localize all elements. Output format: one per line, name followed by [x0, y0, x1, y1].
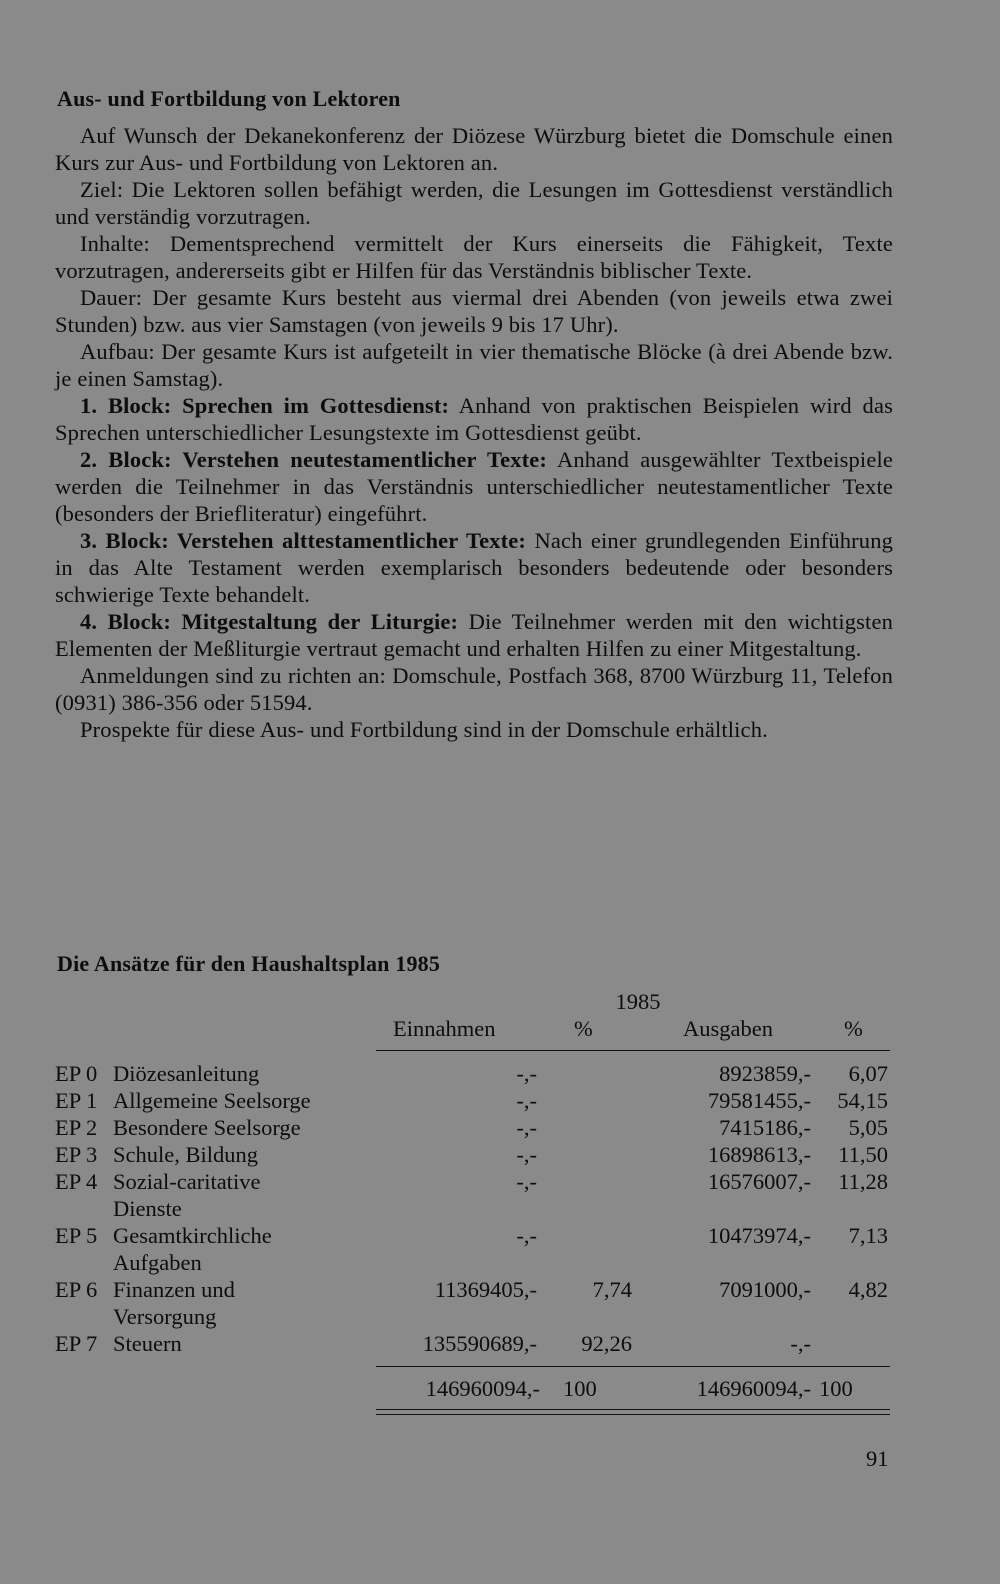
- row-name-line: Dienste: [113, 1196, 182, 1221]
- row-percent-einnahmen: 92,26: [581, 1331, 632, 1356]
- row-ausgaben: 8923859,-: [719, 1061, 811, 1086]
- row-name: [113, 1168, 363, 1222]
- row-code: EP 6: [55, 1277, 98, 1302]
- row-name-line: Diözesanleitung: [113, 1061, 260, 1086]
- row-einnahmen: 11369405,-: [434, 1277, 537, 1302]
- table-header-rule: [376, 1050, 890, 1051]
- row-name-line: Steuern: [113, 1331, 182, 1356]
- row-name-line: Schule, Bildung: [113, 1142, 258, 1167]
- block-paragraph: [55, 446, 893, 527]
- row-code: EP 5: [55, 1223, 98, 1248]
- row-name: [113, 1060, 363, 1087]
- row-ausgaben: 16576007,-: [707, 1169, 811, 1194]
- total-percent-ausgaben: 100: [819, 1376, 853, 1401]
- paragraph: Prospekte für diese Aus- und Fortbildung sind in der Domschule erhältlich.: [80, 717, 768, 742]
- block-label: 4. Block: Mitgestaltung der Liturgie:: [80, 609, 459, 634]
- row-percent-ausgaben: 5,05: [848, 1115, 888, 1140]
- row-name: [113, 1222, 363, 1276]
- row-name: [113, 1087, 363, 1114]
- row-percent-ausgaben: 54,15: [837, 1088, 888, 1113]
- block-text: Anhand von praktischen Beispielen wird das Sprechen unterschiedlicher Lesungstexte im Gottesdienst geübt.: [55, 393, 893, 445]
- section-heading-lektoren: Aus- und Fortbildung von Lektoren: [57, 86, 401, 111]
- row-einnahmen: 135590689,-: [422, 1331, 537, 1356]
- row-einnahmen: -,-: [516, 1061, 537, 1086]
- row-name: [113, 1114, 363, 1141]
- block-paragraph: [55, 392, 893, 446]
- row-percent-ausgaben: 4,82: [848, 1277, 888, 1302]
- row-ausgaben: 7091000,-: [719, 1277, 811, 1302]
- row-ausgaben: 79581455,-: [707, 1088, 811, 1113]
- row-code: EP 4: [55, 1169, 98, 1194]
- paragraph: Inhalte: Dementsprechend vermittelt der Kurs einerseits die Fähigkeit, Texte vorzutragen, andererseits gibt er Hilfen für das Verständnis biblischer Texte.: [55, 231, 893, 283]
- row-ausgaben: 16898613,-: [707, 1142, 811, 1167]
- row-name-line: Gesamtkirchliche: [113, 1223, 272, 1248]
- col-header-einnahmen: Einnahmen: [393, 1016, 496, 1041]
- row-percent-ausgaben: 11,50: [838, 1142, 888, 1167]
- col-header-percent-ausgaben: %: [844, 1016, 863, 1041]
- row-name: [113, 1330, 363, 1357]
- page-number: 91: [866, 1446, 889, 1471]
- row-percent-ausgaben: 11,28: [838, 1169, 888, 1194]
- lektoren-body: [55, 122, 893, 743]
- paragraph: Ziel: Die Lektoren sollen befähigt werden, die Lesungen im Gottesdienst verständlich und verständig vorzutragen.: [55, 177, 893, 229]
- section-heading-haushaltsplan: Die Ansätze für den Haushaltsplan 1985: [57, 951, 441, 976]
- row-einnahmen: -,-: [516, 1088, 537, 1113]
- block-text: Die Teilnehmer werden mit den wichtigsten Elementen der Meßliturgie vertraut gemacht und erhalten Hilfen zu einer Mitgestaltung.: [55, 609, 893, 661]
- total-einnahmen: 146960094,-: [425, 1376, 540, 1401]
- block-label: 3. Block: Verstehen alttestamentlicher Texte:: [80, 528, 527, 553]
- row-ausgaben: -,-: [790, 1331, 811, 1356]
- block-text: Nach einer grundlegenden Einführung in das Alte Testament werden exemplarisch besonders bedeutende oder besonders schwierige Texte behandelt.: [55, 528, 893, 607]
- total-percent-einnahmen: 100: [563, 1376, 597, 1401]
- block-label: 1. Block: Sprechen im Gottesdienst:: [80, 393, 450, 418]
- row-einnahmen: -,-: [516, 1115, 537, 1140]
- row-code: EP 0: [55, 1061, 98, 1086]
- table-year: 1985: [615, 989, 661, 1014]
- row-code: EP 2: [55, 1115, 98, 1140]
- row-name-line: Versorgung: [113, 1304, 217, 1329]
- col-header-ausgaben: Ausgaben: [683, 1016, 773, 1041]
- paragraph: Dauer: Der gesamte Kurs besteht aus viermal drei Abenden (von jeweils etwa zwei Stunden) bzw. aus vier Samstagen (von jeweils 9 bis 17 Uhr).: [55, 285, 893, 337]
- block-paragraph: [55, 527, 893, 608]
- row-ausgaben: 7415186,-: [719, 1115, 811, 1140]
- row-code: EP 3: [55, 1142, 98, 1167]
- row-code: EP 7: [55, 1331, 98, 1356]
- row-percent-ausgaben: 6,07: [848, 1061, 888, 1086]
- row-name-line: Aufgaben: [113, 1250, 202, 1275]
- row-name-line: Allgemeine Seelsorge: [113, 1088, 311, 1113]
- row-code: EP 1: [55, 1088, 98, 1113]
- row-einnahmen: -,-: [516, 1142, 537, 1167]
- row-name: [113, 1141, 363, 1168]
- col-header-percent-einnahmen: %: [574, 1016, 593, 1041]
- row-percent-einnahmen: 7,74: [592, 1277, 632, 1302]
- row-ausgaben: 10473974,-: [707, 1223, 811, 1248]
- block-paragraph: [55, 608, 893, 662]
- row-name-line: Besondere Seelsorge: [113, 1115, 301, 1140]
- paragraph: Aufbau: Der gesamte Kurs ist aufgeteilt in vier thematische Blöcke (à drei Abende bzw. je einen Samstag).: [55, 339, 893, 391]
- table-sum-rule: [376, 1366, 890, 1367]
- row-name: [113, 1276, 363, 1330]
- table-double-rule: [376, 1409, 890, 1410]
- row-percent-ausgaben: 7,13: [848, 1223, 888, 1248]
- row-einnahmen: -,-: [516, 1223, 537, 1248]
- row-name-line: Sozial-caritative: [113, 1169, 261, 1194]
- block-text: Anhand ausgewählter Textbeispiele werden die Teilnehmer in das Verständnis unterschiedlicher neutestamentlicher Texte (besonders der Briefliteratur) eingeführt.: [55, 447, 893, 526]
- total-ausgaben: 146960094,-: [696, 1376, 811, 1401]
- paragraph: Auf Wunsch der Dekanekonferenz der Diözese Würzburg bietet die Domschule einen Kurs zur Aus- und Fortbildung von Lektoren an.: [55, 123, 893, 175]
- block-label: 2. Block: Verstehen neutestamentlicher Texte:: [80, 447, 548, 472]
- row-einnahmen: -,-: [516, 1169, 537, 1194]
- paragraph: Anmeldungen sind zu richten an: Domschule, Postfach 368, 8700 Würzburg 11, Telefon (0931) 386-356 oder 51594.: [55, 663, 893, 715]
- table-double-rule: [376, 1414, 890, 1415]
- row-name-line: Finanzen und: [113, 1277, 235, 1302]
